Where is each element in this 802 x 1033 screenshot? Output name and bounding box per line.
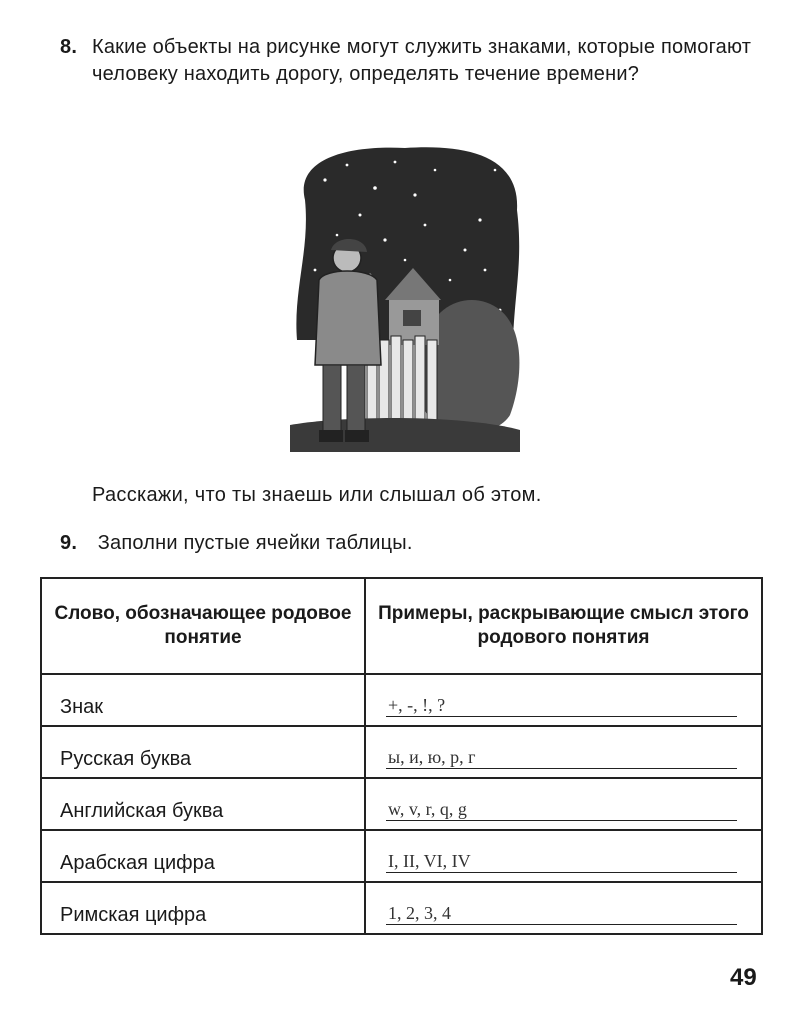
row-word: Русская буква: [41, 726, 365, 778]
table-row: [41, 778, 762, 830]
row-examples[interactable]: I, II, VI, IV: [386, 850, 737, 873]
row-examples-cell[interactable]: [365, 830, 762, 882]
row-examples-cell[interactable]: [365, 726, 762, 778]
table-row: [41, 882, 762, 934]
night-sky-traveler-illustration: [285, 140, 525, 455]
table-row: [41, 830, 762, 882]
table-header-row: [41, 578, 762, 674]
row-examples[interactable]: ы, и, ю, р, г: [386, 746, 737, 769]
task-9: [60, 530, 413, 557]
task-8-number: 8.: [60, 36, 78, 58]
row-word: Арабская цифра: [41, 830, 365, 882]
task-9-instruction: Заполни пустые ячейки таблицы.: [97, 532, 413, 554]
row-word: Знак: [41, 674, 365, 726]
row-examples[interactable]: w, v, r, q, g: [386, 798, 737, 821]
table-header-word: Слово, обозначающее родовое понятие: [41, 578, 365, 674]
concepts-table: [40, 577, 763, 935]
table-header-examples: Примеры, раскрывающие смысл этого родового понятия: [365, 578, 762, 674]
table-row: [41, 674, 762, 726]
row-examples-cell[interactable]: [365, 882, 762, 934]
row-examples-cell[interactable]: [365, 674, 762, 726]
row-word: Английская буква: [41, 778, 365, 830]
row-word: Римская цифра: [41, 882, 365, 934]
tell-prompt: Расскажи, что ты знаешь или слышал об этом.: [92, 484, 542, 506]
row-examples-cell[interactable]: [365, 778, 762, 830]
task-9-number: 9.: [60, 532, 78, 554]
task-8: [60, 34, 770, 85]
task-8-question: Какие объекты на рисунке могут служить знаками, которые помогают человеку находить дорогу, определять течение времени?: [92, 36, 752, 85]
row-examples[interactable]: +, -, !, ?: [386, 694, 737, 717]
page-number: 49: [730, 964, 757, 991]
table-row: [41, 726, 762, 778]
row-examples[interactable]: 1, 2, 3, 4: [386, 902, 737, 925]
